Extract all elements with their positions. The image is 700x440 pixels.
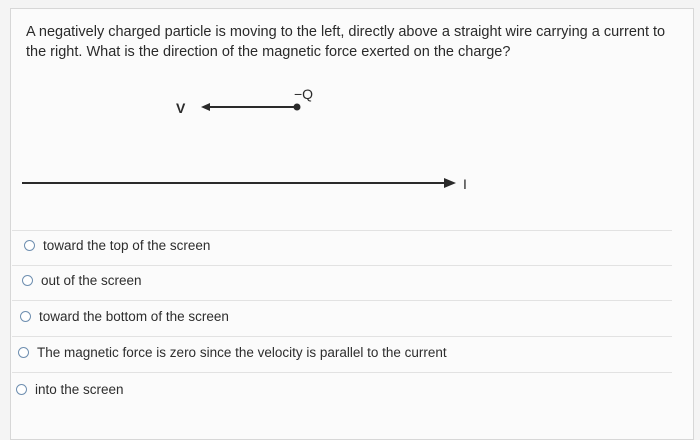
choice-label: out of the screen: [41, 272, 142, 288]
charge-label: −Q: [294, 86, 314, 102]
choice-out-of-screen[interactable]: [22, 263, 142, 297]
choice-bottom-of-screen[interactable]: [20, 299, 229, 333]
choice-label: into the screen: [35, 381, 124, 397]
current-label: I: [463, 176, 467, 192]
choice-label: toward the top of the screen: [43, 237, 211, 253]
velocity-label: V: [176, 100, 186, 116]
choice-label: The magnetic force is zero since the velocity is parallel to the current: [37, 344, 447, 360]
radio-icon[interactable]: [16, 384, 27, 395]
radio-icon[interactable]: [20, 311, 31, 322]
radio-icon[interactable]: [22, 275, 33, 286]
radio-icon[interactable]: [24, 240, 35, 251]
choice-top-of-screen[interactable]: [24, 228, 210, 262]
choice-label: toward the bottom of the screen: [39, 308, 229, 324]
question-text: A negatively charged particle is moving to the left, directly above a straight wire carrying a current to the right. What is the direction of the magnetic force exerted on the charge?: [26, 24, 666, 60]
radio-icon[interactable]: [18, 347, 29, 358]
choice-into-screen[interactable]: [16, 372, 124, 406]
choice-force-zero[interactable]: [18, 335, 447, 369]
